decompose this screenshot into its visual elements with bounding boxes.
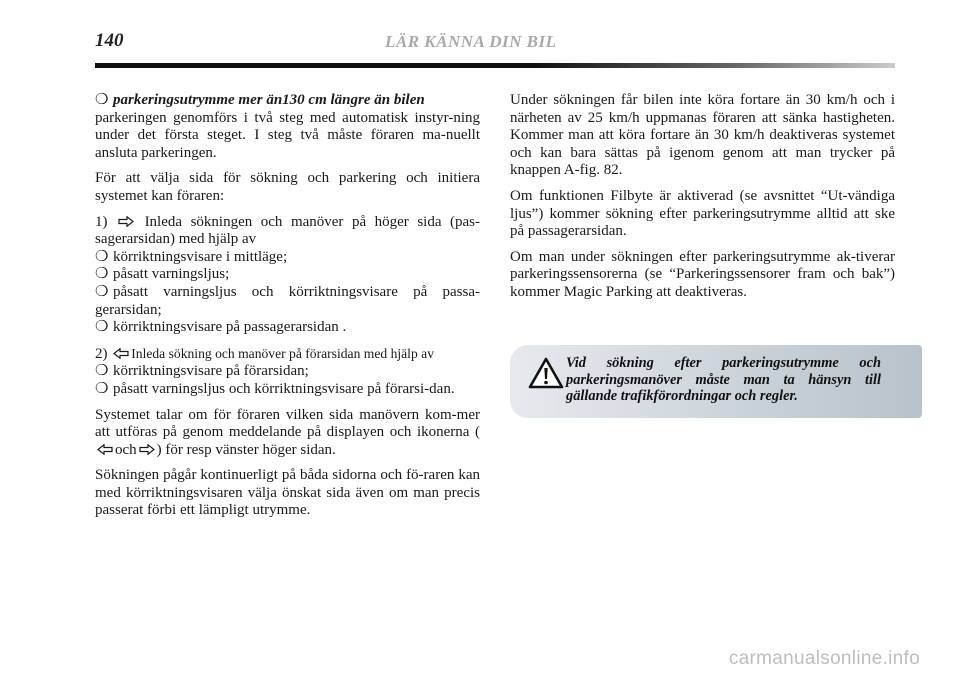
paragraph-speed: Under sökningen får bilen inte köra fortare än 30 km/h och i närheten av 25 km/h uppmanas föraren att sänka hastigheten. Kommer man att köra fortare än 30 km/h deaktiveras systemet och kan bara sättas på igenom genom att man trycker på knappen A-fig. 82. bbox=[510, 92, 895, 179]
warning-text: Vid sökning efter parkeringsutrymme och parkeringsmanöver måste man ta hänsyn till gällande trafikförordningar och regler. bbox=[566, 355, 881, 404]
paragraph-option-2 bbox=[95, 345, 480, 364]
header-rule bbox=[95, 63, 895, 68]
paragraph-choose-side: För att välja sida för sökning och parkering och initiera systemet kan föraren: bbox=[95, 170, 480, 204]
list-item: ❍ påsatt varningsljus och körriktningsvisare på förarsi-dan. bbox=[95, 380, 455, 397]
paragraph-two-steps: parkeringen genomförs i två steg med automatisk instyr-ning under det första steget. I steg två måste föraren ma-nuellt ansluta parkeringen. bbox=[95, 109, 480, 161]
bold-heading: parkeringsutrymme mer än130 cm längre än bilen bbox=[113, 92, 425, 108]
right-arrow-icon bbox=[139, 444, 155, 455]
paragraph-sensors: Om man under sökningen efter parkeringsutrymme ak-tiverar parkeringssensorerna (se “Parkeringssensorer fram och bak”) kommer Magic Parking att deaktiveras. bbox=[510, 248, 895, 300]
ring-bullet-icon: ❍ bbox=[95, 248, 109, 265]
option-1-text: Inleda sökningen och manöver på höger sida (pas-sagerarsidan) med hjälp av bbox=[95, 213, 480, 248]
list-item: ❍ körriktningsvisare på passagerarsidan . bbox=[95, 319, 347, 336]
running-title: LÄR KÄNNA DIN BIL bbox=[385, 32, 557, 51]
option-2-number: 2) bbox=[95, 345, 108, 362]
paragraph-option-1 bbox=[95, 214, 480, 249]
list-item: ❍ körriktningsvisare på förarsidan; bbox=[95, 363, 309, 380]
list-item: ❍ påsatt varningsljus; bbox=[95, 266, 230, 283]
left-arrow-icon bbox=[113, 348, 129, 359]
right-column bbox=[510, 92, 895, 310]
paragraph-lane-change: Om funktionen Filbyte är aktiverad (se avsnittet “Ut-vändiga ljus”) kommer sökning efter parkeringsutrymme alltid att ske på passagerarsidan. bbox=[510, 187, 895, 240]
paragraph-continuous-search: Sökningen pågår kontinuerligt på båda sidorna och fö-raren kan med körriktningsvisaren välja önskat sida även om man precis passerat förbi ett lämpligt utrymme. bbox=[95, 467, 480, 519]
paragraph-display-icons: Systemet talar om för föraren vilken sida manövern kom-mer att utföras på genom meddelande på displayen och ikonerna (och ) för resp vänster höger sidan. bbox=[95, 406, 480, 458]
list-item: ❍ påsatt varningsljus och körriktningsvisare på passa-gerarsidan; bbox=[95, 283, 480, 318]
ring-bullet-icon: ❍ bbox=[95, 380, 109, 397]
ring-bullet-icon: ❍ bbox=[95, 266, 109, 283]
page-header bbox=[95, 26, 895, 66]
paragraph-long-space bbox=[95, 92, 480, 110]
option-2-text: Inleda sökning och manöver på förarsidan med hjälp av bbox=[131, 345, 434, 361]
ring-bullet-icon: ❍ bbox=[95, 92, 109, 108]
right-arrow-icon bbox=[118, 216, 134, 227]
page-number: 140 bbox=[95, 30, 124, 51]
watermark: carmanualsonline.info bbox=[728, 648, 920, 669]
ring-bullet-icon: ❍ bbox=[95, 363, 109, 380]
option-1-number: 1) bbox=[95, 213, 108, 230]
warning-box bbox=[510, 345, 922, 418]
left-column bbox=[95, 92, 480, 528]
warning-triangle-icon bbox=[528, 357, 564, 389]
left-arrow-icon bbox=[97, 444, 113, 455]
ring-bullet-icon: ❍ bbox=[95, 283, 109, 300]
list-item: ❍ körriktningsvisare i mittläge; bbox=[95, 248, 288, 265]
ring-bullet-icon: ❍ bbox=[95, 319, 109, 336]
